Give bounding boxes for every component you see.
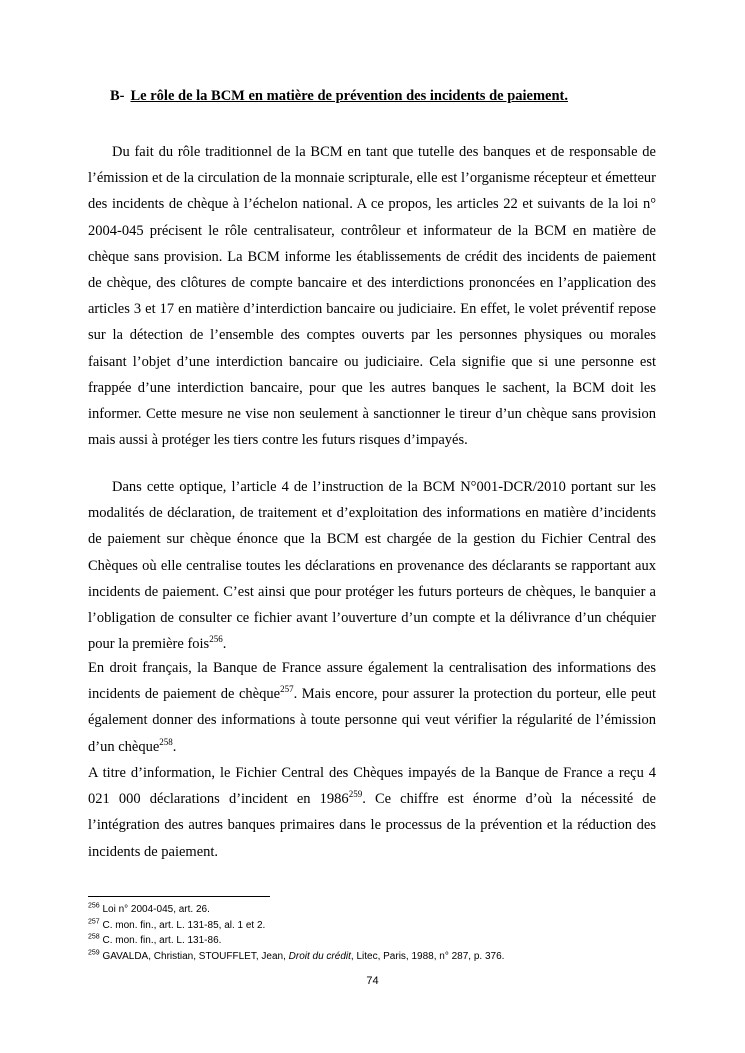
footnote-256 xyxy=(88,902,668,918)
paragraph-3-text-a: En droit français, la Banque de France assure également la centralisation des informations des incidents de paiement de chèque xyxy=(88,660,656,703)
footnote-259 xyxy=(88,949,668,965)
footnote-number: 259 xyxy=(88,949,100,957)
paragraph-3 xyxy=(88,655,656,760)
paragraph-2-text: Dans cette optique, l’article 4 de l’instruction de la BCM N°001-DCR/2010 portant sur les modalités de déclaration, de traitement et d’exploitation des informations en matière d’incidents de paiement sur chèque énonce que la BCM est chargée de la gestion du Fichier Central des Chèques où elle centralise toutes les déclarations en provenance des déclarants se rapportant aux incidents de paiement. C’est ainsi que pour protéger les futurs porteurs de chèques, le banquier a l’obligation de consulter ce fichier avant l’ouverture d’un compte et la délivrance d’un chéquier pour la première fois xyxy=(88,479,656,653)
paragraph-1: Du fait du rôle traditionnel de la BCM en tant que tutelle des banques et de responsable de l’émission et de la circulation de la monnaie scripturale, elle est l’organisme récepteur et émetteur des incidents de chèque à l’échelon national. A ce propos, les articles 22 et suivants de la loi n° 2004-045 précisent le rôle centralisateur, contrôleur et informateur de la BCM en matière de chèque sans provision. La BCM informe les établissements de crédit des incidents de paiement de chèque, des clôtures de compte bancaire et des interdictions prononcées en l’application des articles 3 et 17 en matière d’interdiction bancaire ou judiciaire. En effet, le volet préventif repose sur la détection de l’ensemble des comptes ouverts par les personnes physiques ou morales faisant l’objet d’une interdiction bancaire ou judiciaire. Cela signifie que si une personne est frappée d’une interdiction bancaire, pour que les autres banques le sachent, la BCM doit les informer. Cette mesure ne vise non seulement à sanctionner le tireur d’un chèque sans provision mais aussi à protéger les tiers contre les futurs risques d’impayés. xyxy=(88,144,656,449)
footnote-257 xyxy=(88,918,668,934)
page-number: 74 xyxy=(366,975,379,987)
footnote-number: 258 xyxy=(88,933,100,941)
footnote-number: 257 xyxy=(88,918,100,926)
footnote-ref-259[interactable]: 259 xyxy=(348,789,363,800)
paragraph-3-text-b: . Mais encore, pour assurer la protection du porteur, elle peut également donner des informations à toute personne qui veut vérifier la régularité de l’émission d’un chèque xyxy=(88,686,656,755)
paragraph-2-end: . xyxy=(222,636,227,653)
section-heading xyxy=(110,88,670,105)
paragraph-2 xyxy=(88,474,656,657)
footnote-book-title: Droit du crédit xyxy=(288,950,351,962)
paragraph-4-text-a: A titre d’information, le Fichier Central des Chèques impayés de la Banque de France a reçu 4 021 000 déclarations d’incident en 1986 xyxy=(88,765,656,808)
paragraph-4 xyxy=(88,760,656,865)
paragraph-4-text-b: . Ce chiffre est énorme d’où la nécessité de l’intégration des autres banques primaires dans le processus de la prévention et la réduction des incidents de paiement. xyxy=(88,791,656,860)
footnote-text: Loi n° 2004-045, art. 26. xyxy=(99,904,210,915)
section-heading-prefix: B- xyxy=(110,88,125,104)
footnotes xyxy=(88,902,668,964)
footnote-separator xyxy=(88,896,270,897)
footnote-text: C. mon. fin., art. L. 131-86. xyxy=(99,935,222,947)
footnote-ref-257[interactable]: 257 xyxy=(280,684,294,695)
footnote-text-post: , Litec, Paris, 1988, n° 287, p. 376. xyxy=(350,950,505,962)
footnote-258 xyxy=(88,933,668,949)
footnote-ref-258[interactable]: 258 xyxy=(159,736,173,747)
paragraph-3-end: . xyxy=(172,738,177,755)
section-heading-title: Le rôle de la BCM en matière de prévention des incidents de paiement. xyxy=(130,88,568,104)
footnote-text-pre: GAVALDA, Christian, STOUFFLET, Jean, xyxy=(99,950,289,962)
footnote-text: C. mon. fin., art. L. 131-85, al. 1 et 2. xyxy=(99,919,266,931)
footnote-number: 256 xyxy=(88,902,100,910)
footnote-ref-256[interactable]: 256 xyxy=(209,634,223,645)
